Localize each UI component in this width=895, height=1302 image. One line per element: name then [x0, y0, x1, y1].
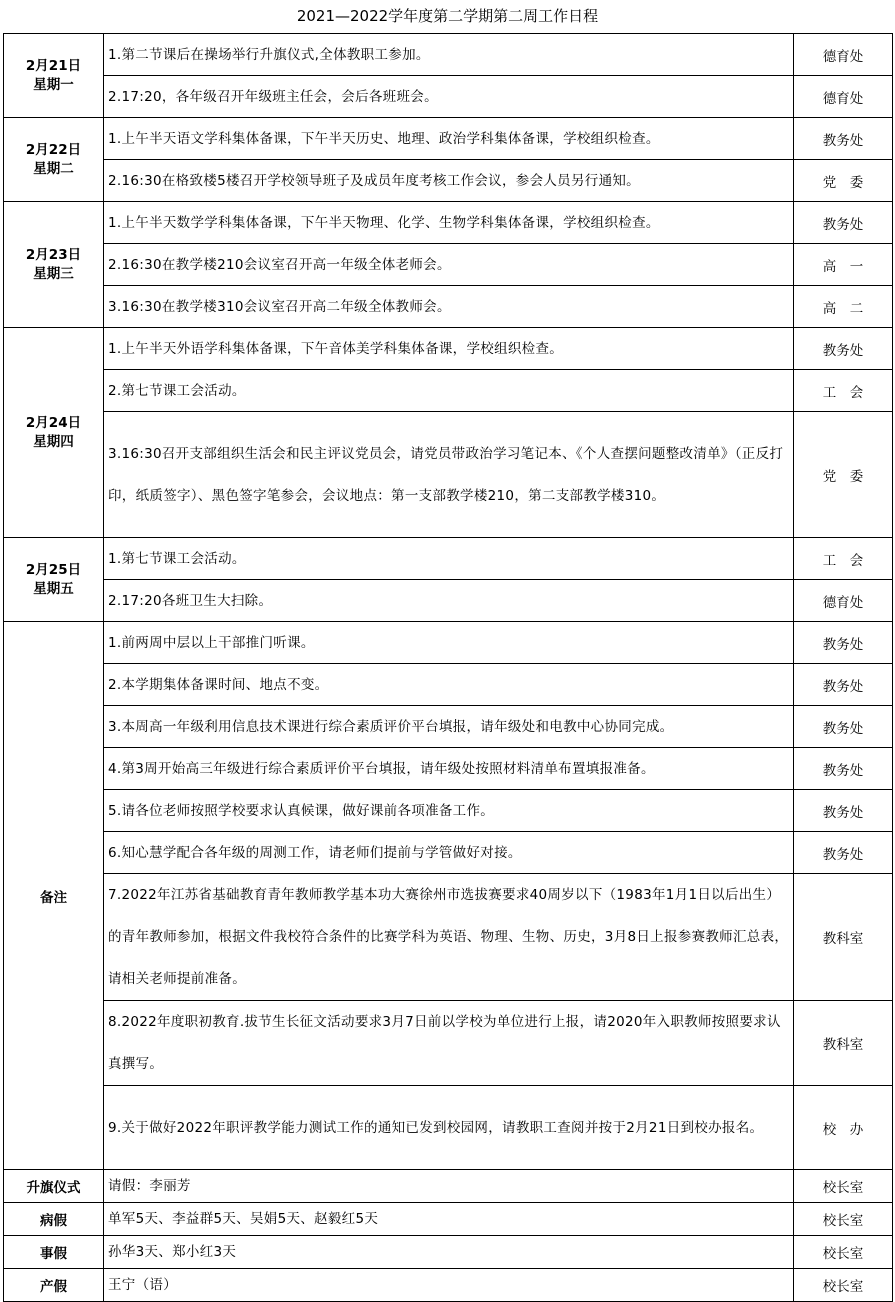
day-date: 2月22日	[25, 141, 82, 158]
department-cell: 校长室	[794, 1236, 893, 1269]
schedule-item: 1.第七节课工会活动。	[104, 538, 794, 580]
page-title: 2021—2022学年度第二学期第二周工作日程	[296, 7, 599, 25]
department-cell: 教务处	[794, 622, 893, 664]
row-label: 升旗仪式	[4, 1170, 104, 1203]
department-cell: 教务处	[794, 748, 893, 790]
day-weekday: 星期二	[33, 160, 74, 177]
row-label: 产假	[4, 1269, 104, 1302]
table-row	[4, 538, 893, 580]
department-cell: 教务处	[794, 706, 893, 748]
schedule-item: 2.16:30在教学楼210会议室召开高一年级全体老师会。	[104, 244, 794, 286]
table-row	[4, 1203, 893, 1236]
note-item: 8.2022年度职初教育.拔节生长征文活动要求3月7日前以学校为单位进行上报，请2020年入职教师按照要求认真撰写。	[104, 1001, 794, 1086]
note-item: 1.前两周中层以上干部推门听课。	[104, 622, 794, 664]
leave-item: 单军5天、李益群5天、吴娟5天、赵毅红5天	[104, 1203, 794, 1236]
day-date: 2月23日	[25, 246, 82, 263]
note-item: 9.关于做好2022年职评教学能力测试工作的通知已发到校园网，请教职工查阅并按于2月21日到校办报名。	[104, 1086, 794, 1170]
note-item: 3.本周高一年级利用信息技术课进行综合素质评价平台填报，请年级处和电教中心协同完成。	[104, 706, 794, 748]
department-cell: 教务处	[794, 328, 893, 370]
day-weekday: 星期三	[33, 265, 74, 282]
table-row	[4, 328, 893, 370]
table-row	[4, 1170, 893, 1203]
day-weekday: 星期一	[33, 76, 74, 93]
table-row	[4, 748, 893, 790]
department-cell: 德育处	[794, 580, 893, 622]
schedule-item: 3.16:30召开支部组织生活会和民主评议党员会，请党员带政治学习笔记本、《个人查摆问题整改清单》（正反打印，纸质签字）、黑色签字笔参会，会议地点：第一支部教学楼210，第二支部教学楼310。	[104, 412, 794, 538]
day-date: 2月25日	[25, 561, 82, 578]
schedule-item: 1.上午半天语文学科集体备课，下午半天历史、地理、政治学科集体备课，学校组织检查。	[104, 118, 794, 160]
schedule-item: 1.上午半天外语学科集体备课，下午音体美学科集体备课，学校组织检查。	[104, 328, 794, 370]
department-cell: 德育处	[794, 34, 893, 76]
day-cell	[4, 118, 104, 202]
notes-label: 备注	[4, 622, 104, 1170]
schedule-item: 2.第七节课工会活动。	[104, 370, 794, 412]
row-label: 病假	[4, 1203, 104, 1236]
table-row	[4, 1269, 893, 1302]
department-cell: 教务处	[794, 664, 893, 706]
schedule-item: 3.16:30在教学楼310会议室召开高二年级全体教师会。	[104, 286, 794, 328]
department-cell: 工 会	[794, 538, 893, 580]
note-item: 5.请各位老师按照学校要求认真候课，做好课前各项准备工作。	[104, 790, 794, 832]
schedule-item: 2.16:30在格致楼5楼召开学校领导班子及成员年度考核工作会议，参会人员另行通知。	[104, 160, 794, 202]
table-row	[4, 202, 893, 244]
department-cell: 教科室	[794, 1001, 893, 1086]
department-cell: 党 委	[794, 160, 893, 202]
department-cell: 党 委	[794, 412, 893, 538]
day-weekday: 星期五	[33, 580, 74, 597]
department-cell: 高 一	[794, 244, 893, 286]
table-row	[4, 706, 893, 748]
note-item: 7.2022年江苏省基础教育青年教师教学基本功大赛徐州市选拔赛要求40周岁以下（1983年1月1日以后出生）的青年教师参加，根据文件我校符合条件的比赛学科为英语、物理、生物、历史，3月8日上报参赛教师汇总表，请相关老师提前准备。	[104, 874, 794, 1001]
leave-item: 请假：李丽芳	[104, 1170, 794, 1203]
table-row	[4, 1086, 893, 1170]
day-date: 2月24日	[25, 414, 82, 431]
day-cell	[4, 538, 104, 622]
table-row	[4, 160, 893, 202]
leave-item: 孙华3天、郑小红3天	[104, 1236, 794, 1269]
note-item: 2.本学期集体备课时间、地点不变。	[104, 664, 794, 706]
department-cell: 德育处	[794, 76, 893, 118]
department-cell: 教务处	[794, 832, 893, 874]
table-row	[4, 580, 893, 622]
table-row	[4, 118, 893, 160]
day-cell	[4, 328, 104, 538]
department-cell: 教务处	[794, 202, 893, 244]
department-cell: 教科室	[794, 874, 893, 1001]
table-row	[4, 370, 893, 412]
leave-item: 王宁（语）	[104, 1269, 794, 1302]
schedule-table	[3, 33, 893, 1302]
note-item: 6.知心慧学配合各年级的周测工作，请老师们提前与学管做好对接。	[104, 832, 794, 874]
schedule-item: 1.第二节课后在操场举行升旗仪式,全体教职工参加。	[104, 34, 794, 76]
department-cell: 校 办	[794, 1086, 893, 1170]
department-cell: 教务处	[794, 118, 893, 160]
table-row	[4, 622, 893, 664]
table-row	[4, 790, 893, 832]
note-item: 4.第3周开始高三年级进行综合素质评价平台填报，请年级处按照材料清单布置填报准备。	[104, 748, 794, 790]
schedule-item: 2.17:20，各年级召开年级班主任会，会后各班班会。	[104, 76, 794, 118]
schedule-item: 2.17:20各班卫生大扫除。	[104, 580, 794, 622]
table-row	[4, 1001, 893, 1086]
day-cell	[4, 34, 104, 118]
table-row	[4, 34, 893, 76]
table-row	[4, 412, 893, 538]
department-cell: 校长室	[794, 1203, 893, 1236]
day-date: 2月21日	[25, 57, 82, 74]
department-cell: 工 会	[794, 370, 893, 412]
table-row	[4, 664, 893, 706]
table-row	[4, 874, 893, 1001]
day-cell	[4, 202, 104, 328]
department-cell: 高 二	[794, 286, 893, 328]
table-row	[4, 76, 893, 118]
table-row	[4, 244, 893, 286]
row-label: 事假	[4, 1236, 104, 1269]
department-cell: 校长室	[794, 1170, 893, 1203]
table-row	[4, 286, 893, 328]
department-cell: 教务处	[794, 790, 893, 832]
day-weekday: 星期四	[33, 433, 74, 450]
table-row	[4, 832, 893, 874]
schedule-item: 1.上午半天数学学科集体备课，下午半天物理、化学、生物学科集体备课，学校组织检查。	[104, 202, 794, 244]
table-row	[4, 1236, 893, 1269]
department-cell: 校长室	[794, 1269, 893, 1302]
